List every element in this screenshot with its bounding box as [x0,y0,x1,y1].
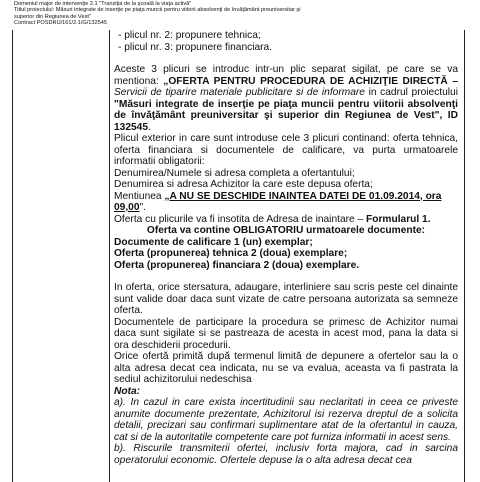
mention-end: ". [139,202,146,213]
paragraph-envelope-sealing [114,64,458,133]
cover-letter-line [114,214,458,226]
header-line-intervention: Domeniul major de intervenţie 2.1 "Tranziţia de la şcoală la viaţa activă" [14,1,192,7]
mention-do-not-open: „A NU SE DESCHIDE INAINTEA DATEI DE 01.09.2014, ora 09,00 [114,190,442,213]
para1-intro: Aceste 3 plicuri se introduc intr-un plic separat sigilat, pe care se va mentiona: [114,64,458,87]
note-a: a). In cazul in care exista incertitudinii sau neclaritati in ceea ce priveste anumite documente prezentate, Achizitorul isi rezerva dreptul de a solicita detalii, precizari sau confirmari suplimentare atat de la ofertantul in cauza, cat si de la autoritatile competente care pot furniza informatii in acest sens. [114,397,458,443]
note-label: Nota: [114,385,141,397]
bullet-envelope-3: - plicul nr. 3: propunere financiara. [118,41,273,53]
required-info-buyer: Denumirea si adresa Achizitor la care este depusa oferta; [114,179,373,190]
para1-project-name: "Măsuri integrate de inserţie pe piaţa muncii pentru viitorii absolvenţi de învăţământ preuniversitar şi superior din Regiunea de Vest", ID 132545 [114,98,458,133]
cover-letter-prefix: Oferta cu plicurile va fi insotita de Adresa de inaintare – [114,213,366,225]
mandatory-documents-heading: Oferta va contine OBLIGATORIU urmatoarele documente: [146,225,426,236]
form-1-label: Formularul 1. [366,213,431,225]
document-body [114,30,458,466]
header-line-project-title: Titlul proiectului: Măsuri integrate de inserţie pe piaţa muncii pentru viitorii absolvenţi de învăţământ preuniversitar şi [14,7,301,14]
paragraph-late-offers: Orice ofertă primită după termenul limită de depunere a ofertelor sau la o alta adresa decat cea indicata, nu se va evalua, aceasta va fi pastrata la sediul achizitorului nedeschisa [114,351,458,385]
bullet-envelope-2: - plicul nr. 2: propunere tehnica; [118,30,261,41]
document-header [14,1,474,27]
paragraph-corrections: In oferta, orice stersatura, adaugare, interliniere sau scris peste cel dinainte sunt valide doar daca sunt vizate de catre persoana autorizata sa semneze oferta. [114,282,458,316]
mention-prefix: Mentiunea [114,190,165,202]
paragraph-outer-envelope: Plicul exterior in care sunt introduse cele 3 plicuri continand: oferta tehnica, oferta financiara si documentele de calificare, va purta urmatoarele informatii obligatorii: [114,133,458,167]
note-b: b). Riscurile transmiterii ofertei, inclusiv forta majora, cad in sarcina operatorului economic. Ofertele depuse la o alta adresa decat cea [114,443,458,466]
right-border [464,30,465,482]
required-info-mention [114,191,458,214]
para1-offer-title: „OFERTA PENTRU PROCEDURA DE ACHIZIŢIE DIRECTĂ – [163,75,458,87]
column-divider [109,30,110,482]
doc-financial-offer: Oferta (propunerea) financiara 2 (doua) exemplare. [114,259,360,271]
required-info-bidder: Denumirea/Numele si adresa completa a ofertantului; [114,167,355,179]
para1-mid: in cadrul proiectului [364,87,458,98]
doc-qualification: Documente de calificare 1 (un) exemplar; [114,236,313,248]
doc-technical-offer: Oferta (propunerea) tehnica 2 (doua) exemplare; [114,248,348,259]
para1-end: . [148,121,151,133]
header-line-contract: Contract POSDRU/161/2.1/G/132545 [14,20,107,27]
paragraph-sealed-documents: Documentele de participare la procedura se primesc de Achizitor numai daca sunt sigilate si se pastreaza de acesta in acest mod, pana la data si ora deschiderii procedurii. [114,316,458,351]
header-line-project-region: superior din Regiunea de Vest" [14,13,91,20]
para1-service: Servicii de tiparire materiale publicitare si de informare [114,87,365,98]
